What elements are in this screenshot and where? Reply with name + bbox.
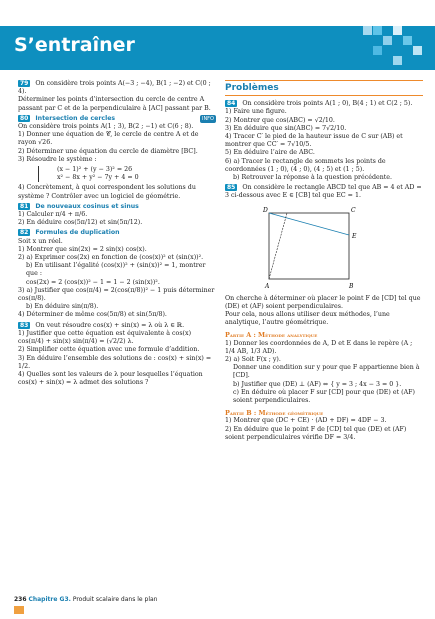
exercise-number: 79 bbox=[20, 80, 29, 87]
exercise-number: 82 bbox=[20, 229, 29, 237]
exercise-83: 83 On veut résoudre cos(x) + sin(x) = λ où λ ∈ ℝ. 1) Justifier que cette équation est équivalente à cos(x) cos(π/4) + sin(x) sin(π/4) = (√2/2) λ. 2) Simplifier cette équation avec une formule d’addition. 3) En déduire l’ensemble des solutions de : cos(x) + sin(x) = 1/2. 4) Quelles sont les valeurs de λ pour lesquelles l’équation cos(x) + sin(x) = λ admet des solutions ? bbox=[18, 321, 212, 387]
rectangle-abcd bbox=[269, 213, 349, 279]
segment-de bbox=[269, 213, 349, 235]
page-title: S’entraîner bbox=[14, 34, 135, 56]
section-title: Problèmes bbox=[225, 80, 423, 96]
label-e: E bbox=[352, 232, 357, 240]
segment-af bbox=[269, 213, 287, 279]
exercise-number: 80 bbox=[20, 114, 29, 122]
exercise-79: 79 On considère trois points A(−3 ; −4), B(1 ; −2) et C(0 ; 4). Déterminer les points d’intersection du cercle de centre A passant par C et de la perpendiculaire à [AC] passant par B. bbox=[18, 80, 211, 112]
exercise-84: 84 On considère trois points A(1 ; 0), B(4 ; 1) et C(2 ; 5). 1) Faire une figure. 2) Montrer que cos(ABC) = √2/10. 3) En déduire que sin(ABC) = 7√2/10. 4) Tracer C′ le pied de la hauteur issue de C sur (AB) et montrer que CC′ = 7√10/5. 5) En déduire l’aire de ABC. 6) a) Tracer le rectangle de sommets les points de coordonnées (1 ; 0), (4 ; 0), (4 ; 5) et (1 ; 5). b) Retrouver la réponse à la question précédente. bbox=[225, 100, 413, 182]
exercise-title: Intersection de cercles bbox=[35, 114, 116, 122]
part-b-title: Partie B : Méthode géométrique bbox=[225, 409, 324, 418]
info-badge: INFO bbox=[201, 115, 214, 122]
exercise-title: De nouveaux cosinus et sinus bbox=[35, 202, 139, 210]
label-a: A bbox=[265, 282, 270, 290]
exercise-number: 81 bbox=[20, 202, 29, 210]
right-column bbox=[225, 80, 423, 444]
page-footer bbox=[14, 596, 157, 603]
exercise-number: 85 bbox=[227, 184, 236, 192]
chapter-label: Chapitre G3. bbox=[28, 596, 71, 603]
exercise-80: 80 Intersection de cercles INFO On considère trois points A(1 ; 3), B(2 ; −1) et C(6 ; 8). 1) Donner une équation de 𝒞, le cercle de centre A et de rayon √26. 2) Déterminer une équation du cercle de diamètre [BC]. 3) Résoudre le système : (x − 1)² + (y − 3)² = 26 x² − 8x + y² − 7y + 4 = 0 4) Concrètement, à quoi correspondent les solutions du système ? Contrôler avec un logiciel de géométrie. bbox=[18, 114, 214, 200]
exercise-title: Formules de duplication bbox=[35, 229, 120, 237]
footer-marker bbox=[14, 606, 24, 614]
rectangle-figure bbox=[257, 205, 367, 291]
equation-system: (x − 1)² + (y − 3)² = 26 x² − 8x + y² − 7y + 4 = 0 bbox=[38, 166, 216, 182]
rectangle-diagram bbox=[257, 205, 367, 291]
header-bar bbox=[0, 26, 435, 70]
chapter-title: Produit scalaire dans le plan bbox=[72, 596, 158, 603]
label-b: B bbox=[349, 282, 354, 290]
exercise-81: 81 De nouveaux cosinus et sinus 1) Calculer π/4 + π/6. 2) En déduire cos(5π/12) et sin(5π/12). bbox=[18, 202, 143, 227]
exercise-number: 84 bbox=[227, 100, 236, 108]
label-c: C bbox=[351, 206, 356, 214]
exercise-82: 82 Formules de duplication Soit x un réel. 1) Montrer que sin(2x) = 2 sin(x) cos(x). 2) a) Exprimer cos(2x) en fonction de (cos(x))² et (sin(x))². b) En utilisant l’égalité (cos(x))² + (sin(x))² = 1, montrer que : cos(2x) = 2 (cos(x))² − 1 = 1 − 2 (sin(x))². 3) a) Justifier que cos(π/4) = 2(cos(π/8))² − 1 puis déterminer cos(π/8). b) En déduire sin(π/8). 4) Déterminer de même cos(5π/8) et sin(5π/8). bbox=[18, 229, 215, 319]
exercise-85: 85 On considère le rectangle ABCD tel que AB = 4 et AD = 3 ci-dessous avec E ∈ [CB] tel que EC = 1. D C E A B On cherche à déterminer où placer le point F de [CD] tel que (DE) et (AF) soient perpendiculaires. Pour cela, nous allons utiliser deux méthodes, l’une analytique, l’autre géométrique. Partie A : Méthode analytique 1) Donner les coordonnées de A, D et E dans le repère (A ; 1/4 AB, 1/3 AD). 2) a) Soit F(x ; y). Donner une condition sur y pour que F appartienne bien à [CD]. b) Justifier que (DE) ⊥ (AF) ⇔ { y = 3 ; 4x − 3 = 0 }. c) En déduire où placer F sur [CD] pour que (DE) et (AF) soient perpendiculaires. Partie B : Méthode géométrique 1) Montrer que (DC + CE) · (AD + DF) = 4DF − 3. 2) En déduire que le point F de [CD] tel que (DE) et (AF) soient perpendiculaires vérifie DF = 3/4. bbox=[225, 184, 422, 441]
part-a-title: Partie A : Méthode analytique bbox=[225, 331, 318, 340]
left-column bbox=[18, 80, 216, 389]
header-decoration bbox=[363, 26, 427, 70]
exercise-number: 83 bbox=[20, 321, 29, 329]
page-number: 236 bbox=[14, 596, 27, 603]
label-d: D bbox=[263, 206, 268, 214]
